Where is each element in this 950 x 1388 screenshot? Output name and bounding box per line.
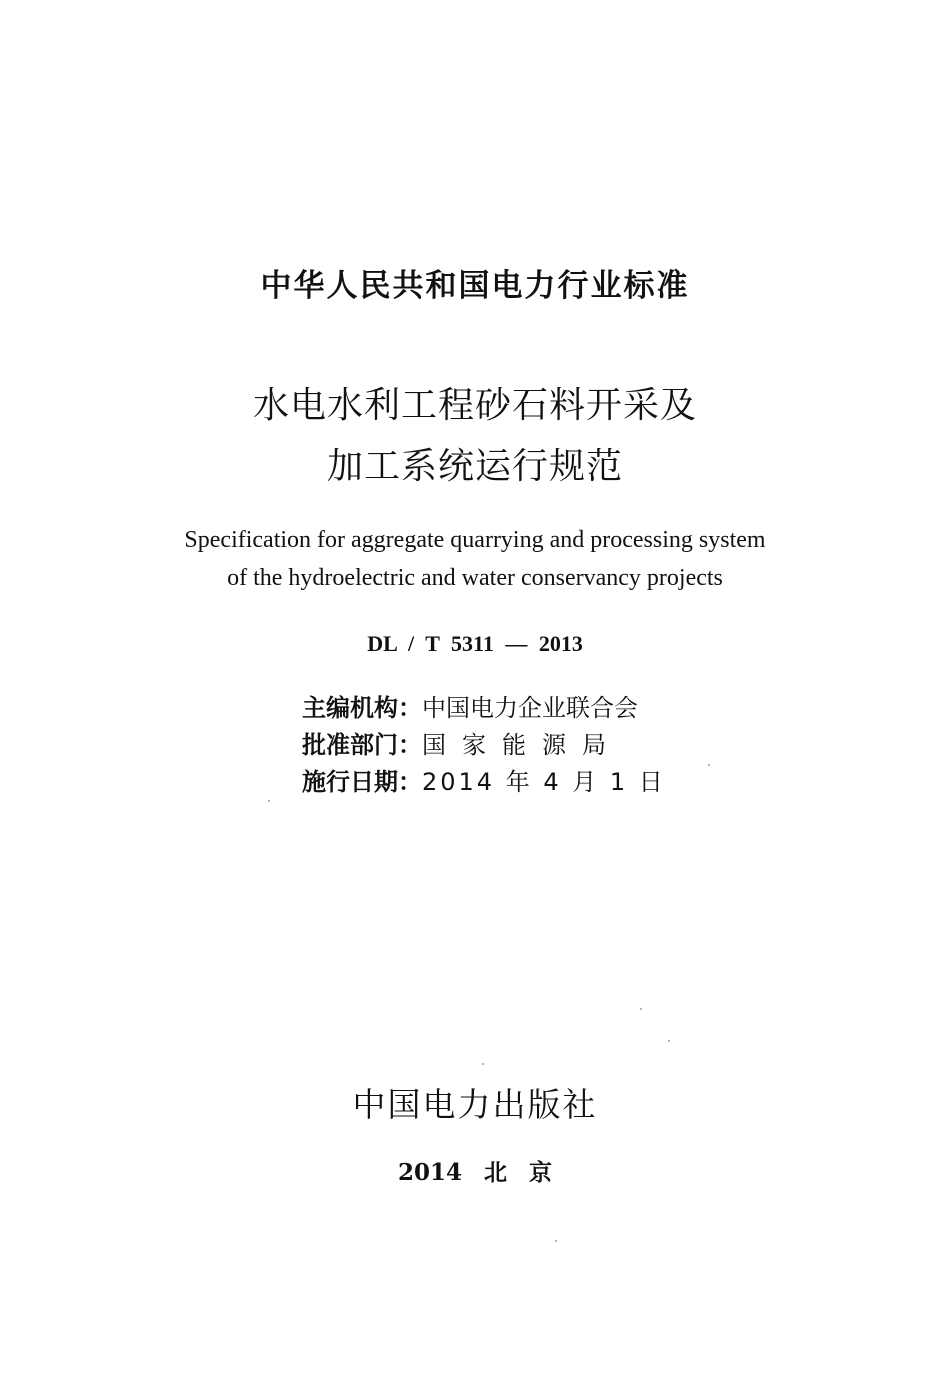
- editor-value: 中国电力企业联合会: [422, 694, 638, 722]
- approver-value: 国家能源局: [422, 731, 622, 759]
- publication-info-block: [302, 690, 702, 801]
- publication-year-place: 2014 北 京: [397, 1159, 553, 1186]
- scan-speck: [640, 1008, 642, 1010]
- scan-speck: [668, 1040, 670, 1042]
- scan-speck: [555, 1240, 557, 1242]
- standard-number: DL / T 5311 — 2013: [367, 631, 583, 656]
- chinese-title-line-2: 加工系统运行规范: [326, 446, 623, 487]
- english-title-line-2: of the hydroelectric and water conservancy projects: [227, 565, 723, 591]
- scan-speck: [708, 764, 710, 766]
- editor-row: [302, 690, 702, 727]
- scan-speck: [268, 800, 270, 802]
- english-title-line-1: Specification for aggregate quarrying and processing system: [184, 527, 766, 553]
- publisher-name: 中国电力出版社: [352, 1085, 598, 1124]
- editor-label: 主编机构：: [302, 694, 422, 722]
- approver-row: [302, 727, 702, 764]
- effective-date-label: 施行日期：: [302, 768, 422, 796]
- industry-standard-heading: 中华人民共和国电力行业标准: [260, 268, 690, 304]
- approver-label: 批准部门：: [302, 731, 422, 759]
- chinese-title-line-1: 水电水利工程砂石料开采及: [252, 385, 697, 426]
- effective-date-value: 2014 年 4 月 1 日: [422, 768, 666, 796]
- scan-speck: [482, 1063, 484, 1065]
- effective-date-row: [302, 764, 702, 801]
